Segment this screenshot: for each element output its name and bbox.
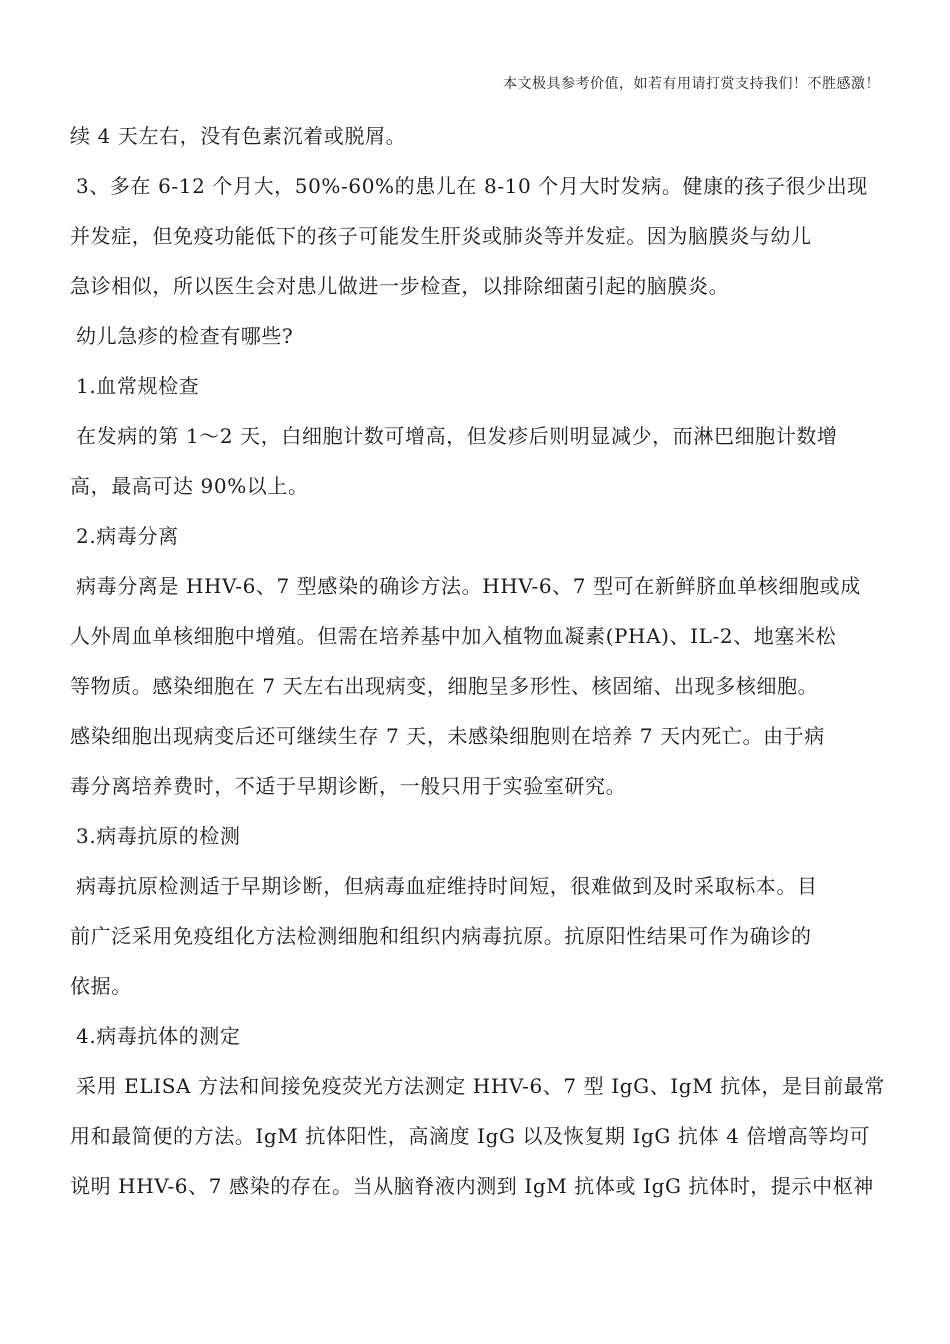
body-line: 急诊相似，所以医生会对患儿做进一步检查，以排除细菌引起的脑膜炎。: [70, 274, 730, 298]
body-line: 感染细胞出现病变后还可继续生存 7 天，未感染细胞则在培养 7 天内死亡。由于病: [70, 724, 825, 748]
section-heading: 2.病毒分离: [76, 524, 179, 548]
body-line: 依据。: [70, 974, 132, 998]
section-heading: 4.病毒抗体的测定: [76, 1024, 241, 1048]
body-line: 前广泛采用免疫组化方法检测细胞和组织内病毒抗原。抗原阳性结果可作为确诊的: [70, 924, 812, 948]
body-line: 续 4 天左右，没有色素沉着或脱屑。: [70, 124, 407, 148]
body-line: 人外周血单核细胞中增殖。但需在培养基中加入植物血凝素(PHA)、IL-2、地塞米松: [70, 624, 837, 648]
body-line: 3、多在 6-12 个月大，50%-60%的患儿在 8-10 个月大时发病。健康的孩子很少出现: [76, 174, 868, 198]
body-line: 用和最简便的方法。IgM 抗体阳性，高滴度 IgG 以及恢复期 IgG 抗体 4 倍增高等均可: [70, 1124, 870, 1148]
body-line: 病毒抗原检测适于早期诊断，但病毒血症维持时间短，很难做到及时采取标本。目: [76, 874, 818, 898]
body-line: 采用 ELISA 方法和间接免疫荧光方法测定 HHV-6、7 型 IgG、IgM 抗体，是目前最常: [76, 1074, 885, 1098]
body-line: 病毒分离是 HHV-6、7 型感染的确诊方法。HHV-6、7 型可在新鲜脐血单核细胞或成: [76, 574, 861, 598]
body-line: 高，最高可达 90%以上。: [70, 474, 309, 498]
section-heading: 1.血常规检查: [76, 374, 200, 398]
body-line: 毒分离培养费时，不适于早期诊断，一般只用于实验室研究。: [70, 774, 627, 798]
body-line: 并发症，但免疫功能低下的孩子可能发生肝炎或肺炎等并发症。因为脑膜炎与幼儿: [70, 224, 812, 248]
body-line: 说明 HHV-6、7 感染的存在。当从脑脊液内测到 IgM 抗体或 IgG 抗体时，提示中枢神: [70, 1174, 874, 1198]
section-question: 幼儿急疹的检查有哪些?: [76, 324, 294, 348]
body-line: 在发病的第 1～2 天，白细胞计数可增高，但发疹后则明显减少，而淋巴细胞计数增: [76, 424, 838, 448]
document-body: [70, 115, 885, 1215]
section-heading: 3.病毒抗原的检测: [76, 824, 241, 848]
header-note: 本文极具参考价值，如若有用请打赏支持我们！不胜感激！: [503, 76, 880, 92]
body-line: 等物质。感染细胞在 7 天左右出现病变，细胞呈多形性、核固缩、出现多核细胞。: [70, 674, 819, 698]
